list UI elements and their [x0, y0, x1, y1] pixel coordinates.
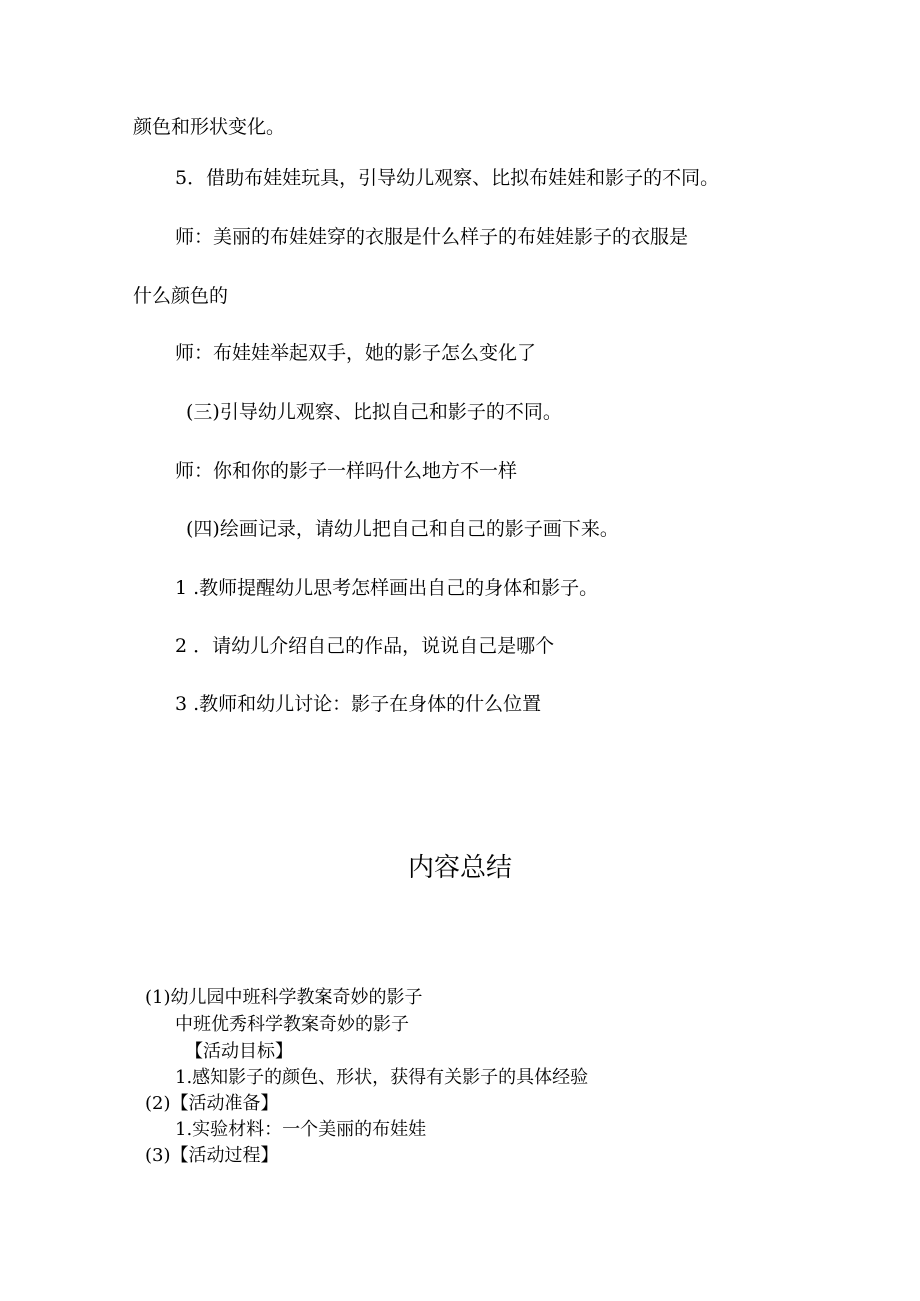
summary-item: (3)【活动过程】 [145, 1145, 279, 1166]
list-item: 2 ．请幼儿介绍自己的作品，说说自己是哪个 [175, 635, 555, 657]
summary-item: 中班优秀科学教案奇妙的影子 [175, 1014, 409, 1035]
body-paragraph: 师：布娃娃举起双手，她的影子怎么变化了 [175, 342, 537, 364]
summary-item: (2)【活动准备】 [145, 1093, 279, 1114]
list-item: 3 .教师和幼儿讨论：影子在身体的什么位置 [175, 693, 542, 715]
section-heading: (三)引导幼儿观察、比拟自己和影子的不同。 [186, 401, 562, 423]
summary-title: 内容总结 [407, 853, 512, 883]
body-paragraph: 师：你和你的影子一样吗什么地方不一样 [175, 460, 518, 482]
summary-item: (1)幼儿园中班科学教案奇妙的影子 [145, 987, 423, 1008]
list-item: 1 .教师提醒幼儿思考怎样画出自己的身体和影子。 [175, 577, 599, 599]
summary-item: 1.实验材料：一个美丽的布娃娃 [175, 1119, 427, 1140]
body-paragraph: 颜色和形状变化。 [133, 116, 286, 138]
body-paragraph: 什么颜色的 [133, 285, 229, 307]
body-paragraph: 师：美丽的布娃娃穿的衣服是什么样子的布娃娃影子的衣服是 [175, 226, 689, 248]
section-heading: (四)绘画记录，请幼儿把自己和自己的影子画下来。 [186, 518, 619, 540]
summary-item: 【活动目标】 [185, 1041, 293, 1062]
body-paragraph: 5．借助布娃娃玩具，引导幼儿观察、比拟布娃娃和影子的不同。 [175, 167, 720, 189]
summary-item: 1.感知影子的颜色、形状，获得有关影子的具体经验 [175, 1067, 589, 1088]
